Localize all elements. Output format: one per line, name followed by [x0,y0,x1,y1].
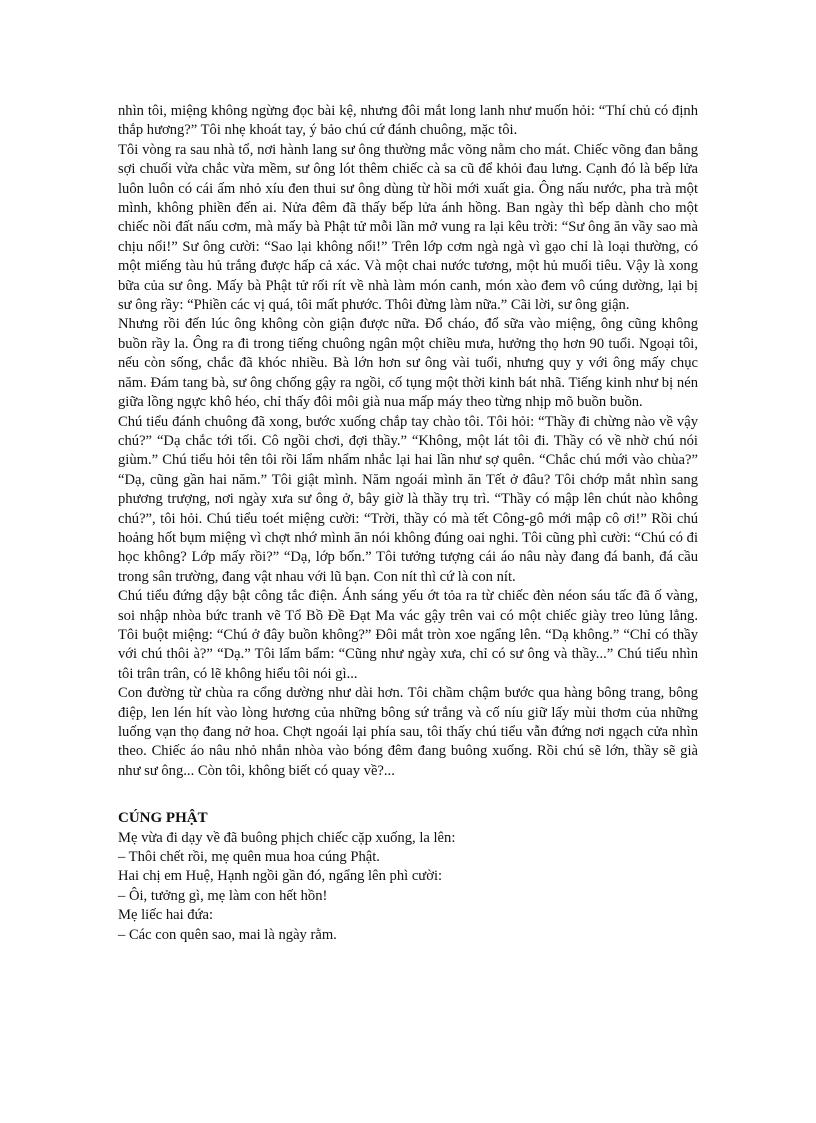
paragraph: Chú tiểu đánh chuông đã xong, bước xuống chắp tay chào tôi. Tôi hỏi: “Thầy đi chừng nào về vậy chú?” “Dạ chắc tới tối. Cô ngồi chơi, đợi thầy.” “Không, một lát tôi đi. Thầy có về nhờ chú nói giùm.” Chú tiểu hỏi tên tôi rồi lẩm nhẩm nhắc lại hai lần như sợ quên. “Chắc chú mới vào chùa?” “Dạ, cũng gần hai năm.” Tôi giật mình. Năm ngoái mình ăn Tết ở đâu? Tôi chớp mắt nhìn sang phương trượng, nơi ngày xưa sư ông ở, bây giờ là thầy trụ trì. “Thầy có mập lên chút nào không chú?”, tôi hỏi. Chú tiểu toét miệng cười: “Trời, thầy có mà tết Công-gô mới mập cô ơi!” Rồi chú hoảng hốt bụm miệng vì chợt nhớ mình ăn nói không đúng oai nghi. Tôi cũng phì cười: “Chú có đi học không? Lớp mấy rồi?” “Dạ, lớp bốn.” Tôi tưởng tượng cái áo nâu này đang đá banh, đá cầu trong sân trường, đang vật nhau với lũ bạn. Con nít thì cứ là con nít. [118,413,698,585]
document-page [118,102,698,945]
dialog-line: – Ôi, tưởng gì, mẹ làm con hết hồn! [118,887,328,904]
dialog-line: – Thôi chết rồi, mẹ quên mua hoa cúng Phật. [118,849,380,866]
paragraph: Nhưng rồi đến lúc ông không còn giận được nữa. Đổ cháo, đổ sữa vào miệng, ông cũng không buồn rầy la. Ông ra đi trong tiếng chuông ngân một chiều mưa, hưởng thọ hơn 90 tuổi. Ngoại tôi, nếu còn sống, chắc đã khóc nhiều. Bà lớn hơn sư ông vài tuổi, nhưng quy y với ông mấy chục năm. Đám tang bà, sư ông chống gậy ra ngồi, cố tụng một thời kinh bát nhã. Tiếng kinh như bị nén giữa lồng ngực khô héo, chỉ thấy đôi môi già nua mấp máy theo từng nhịp mõ buồn buồn. [118,316,698,411]
paragraph: nhìn tôi, miệng không ngừng đọc bài kệ, nhưng đôi mắt long lanh như muốn hỏi: “Thí chủ có định thắp hương?” Tôi nhẹ khoát tay, ý bảo chú cứ đánh chuông, mặc tôi. [118,103,698,139]
story-text [118,102,698,781]
section-title: CÚNG PHẬT [118,810,208,827]
dialog-line: Mẹ liếc hai đứa: [118,907,214,924]
section-spacer [118,781,698,809]
dialog-line: – Các con quên sao, mai là ngày rằm. [118,926,337,943]
section-text [118,829,698,945]
paragraph: Chú tiểu đứng dậy bật công tắc điện. Ánh sáng yếu ớt tỏa ra từ chiếc đèn néon sáu tấc đã ố vàng, soi nhập nhòa bức tranh vẽ Tổ Bồ Đề Đạt Ma vác gậy trên vai có một chiếc giày treo lủng lẳng. Tôi buột miệng: “Chú ở đây buồn không?” Đôi mắt tròn xoe ngẩng lên. “Dạ không.” “Chỉ có thầy với chú thôi à?” “Dạ.” Tôi lẩm bẩm: “Cũng như ngày xưa, chỉ có sư ông và thầy...” Chú tiểu nhìn tôi trân trân, có lẽ không hiểu tôi nói gì... [118,588,698,682]
paragraph: Con đường từ chùa ra cổng dường như dài hơn. Tôi chầm chậm bước qua hàng bông trang, bông điệp, len lén hít vào lòng hương của những bông sứ trắng và cố níu giữ lấy mùi thơm của những luống vạn thọ đang nở hoa. Chợt ngoái lại phía sau, tôi thấy chú tiểu vẫn đứng nơi ngạch cửa nhìn theo. Chiếc áo nâu nhỏ nhắn nhòa vào bóng đêm đang buông xuống. Rồi chú sẽ lớn, thầy sẽ già như sư ông... Còn tôi, không biết có quay về?... [118,685,698,779]
dialog-line: Hai chị em Huệ, Hạnh ngồi gần đó, ngẩng lên phì cười: [118,868,443,885]
paragraph: Tôi vòng ra sau nhà tổ, nơi hành lang sư ông thường mắc võng nằm cho mát. Chiếc võng đan bằng sợi chuối vừa chắc vừa mềm, sư ông lót thêm chiếc cà sa cũ để khỏi đau lưng. Cạnh đó là bếp lửa luôn luôn có cái ấm nhỏ xíu đen thui sư ông dùng từ hồi mới xuất gia. Ông nấu nước, pha trà một mình, không phiền đến ai. Nửa đêm đã thấy bếp lửa ánh hồng. Ban ngày thì bếp dành cho một chiếc nồi đất nấu cơm, mà mấy bà Phật tử mỗi lần mở vung ra lại kêu trời: “Sư ông ăn vầy sao mà chịu nổi!” Sư ông cười: “Sao lại không nổi!” Trên lớp cơm ngà ngà vì gạo chỉ là loại thường, có một miếng tàu hủ trắng được hấp cả xác. Và một chai nước tương, một hủ muối tiêu. Vậy là xong bữa của sư ông. Mấy bà Phật tử rối rít về nhà làm món canh, món xào đem vô cúng dường, lại bị sư ông rầy: “Phiền các vị quá, tôi mất phước. Thôi đừng làm nữa.” Cãi lời, sư ông giận. [118,141,698,314]
dialog-line: Mẹ vừa đi dạy về đã buông phịch chiếc cặp xuống, la lên: [118,829,456,846]
